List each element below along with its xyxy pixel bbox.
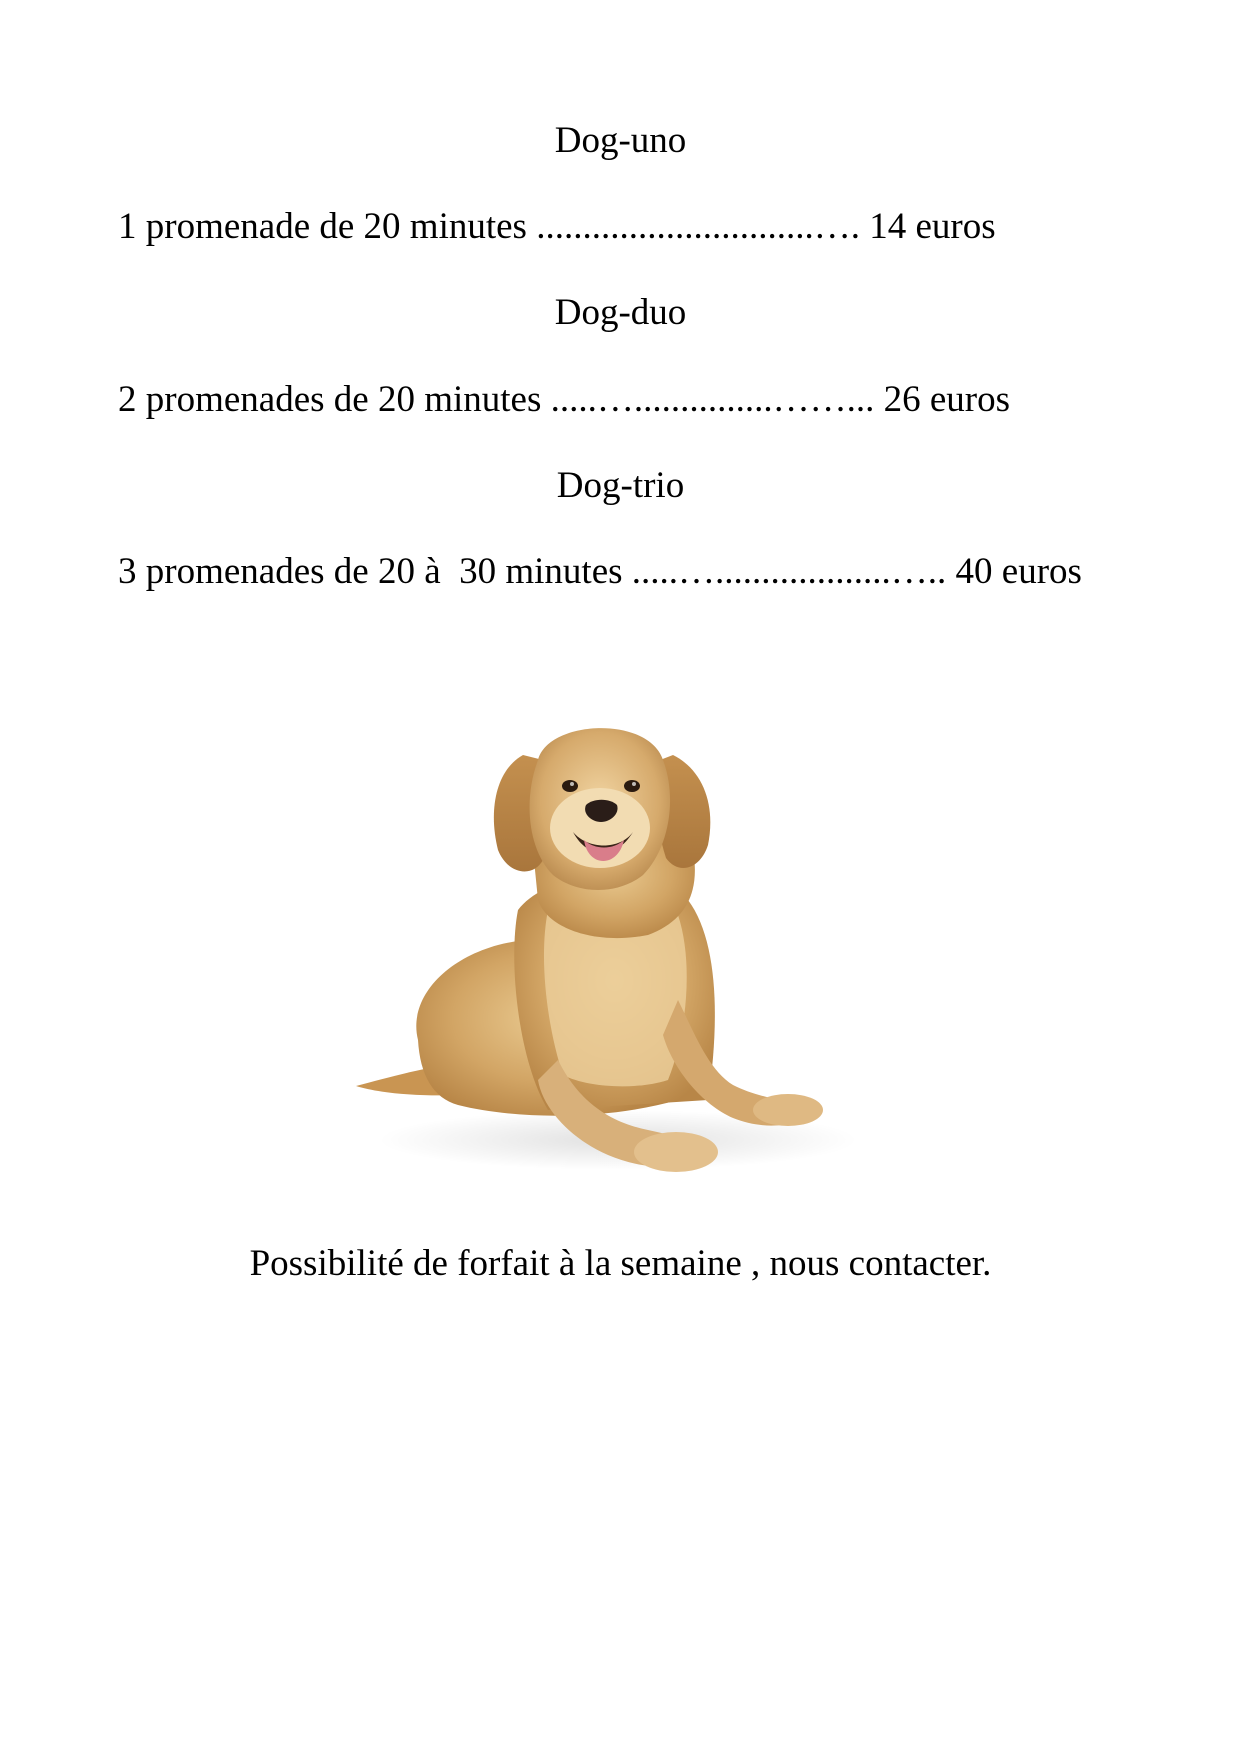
dog-photo	[348, 700, 868, 1190]
weekly-package-note: Possibilité de forfait à la semaine , nous contacter.	[249, 1243, 992, 1284]
offer-price-line-dog-uno: 1 promenade de 20 minutes ..............................…. 14 euros	[118, 206, 996, 247]
offer-price-line-dog-duo: 2 promenades de 20 minutes .....…...............……... 26 euros	[118, 379, 1010, 420]
golden-retriever-icon	[348, 700, 868, 1190]
offer-title-dog-duo: Dog-duo	[554, 292, 687, 333]
offer-title-dog-trio: Dog-trio	[556, 465, 685, 506]
offer-title-dog-uno: Dog-uno	[554, 120, 687, 161]
offer-price-line-dog-trio: 3 promenades de 20 à 30 minutes .....…...................….. 40 euros	[118, 551, 1082, 592]
